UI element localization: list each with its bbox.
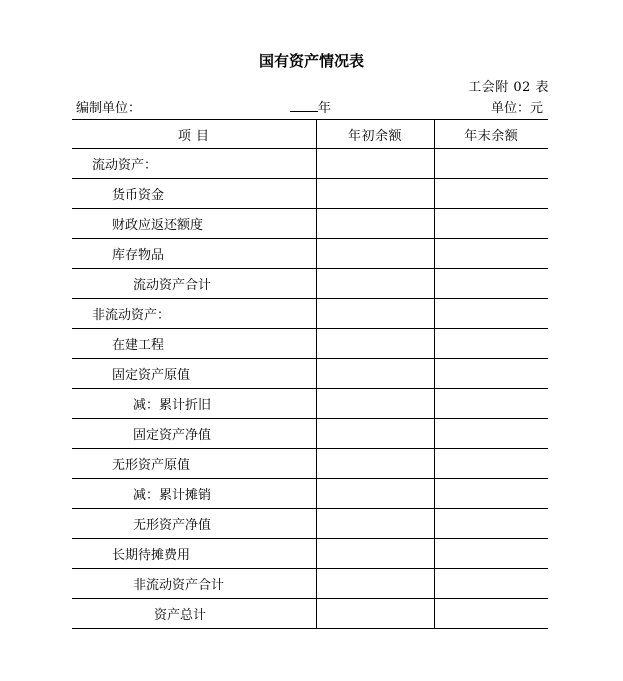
row-label: 非流动资产： xyxy=(72,299,316,329)
table-header-row xyxy=(72,120,548,149)
table-row xyxy=(72,449,548,479)
table-row xyxy=(72,419,548,449)
closing-balance-cell[interactable] xyxy=(434,509,548,539)
closing-balance-cell[interactable] xyxy=(434,479,548,509)
closing-balance-cell[interactable] xyxy=(434,299,548,329)
table-row xyxy=(72,329,548,359)
closing-balance-cell[interactable] xyxy=(434,599,548,629)
closing-balance-cell[interactable] xyxy=(434,179,548,209)
opening-balance-cell[interactable] xyxy=(316,449,434,479)
opening-balance-cell[interactable] xyxy=(316,509,434,539)
row-label: 库存物品 xyxy=(72,239,316,269)
closing-balance-cell[interactable] xyxy=(434,449,548,479)
opening-balance-cell[interactable] xyxy=(316,179,434,209)
header-opening-balance: 年初余额 xyxy=(316,120,434,149)
closing-balance-cell[interactable] xyxy=(434,569,548,599)
document-title: 国有资产情况表 xyxy=(258,52,364,70)
header-item: 项 目 xyxy=(72,120,316,149)
asset-table xyxy=(72,119,548,629)
opening-balance-cell[interactable] xyxy=(316,359,434,389)
row-label: 固定资产净值 xyxy=(72,419,316,449)
row-label: 财政应返还额度 xyxy=(72,209,316,239)
opening-balance-cell[interactable] xyxy=(316,419,434,449)
currency-unit: 单位：元 xyxy=(490,101,543,116)
row-label: 流动资产合计 xyxy=(72,269,316,299)
opening-balance-cell[interactable] xyxy=(316,329,434,359)
closing-balance-cell[interactable] xyxy=(434,329,548,359)
opening-balance-cell[interactable] xyxy=(316,539,434,569)
opening-balance-cell[interactable] xyxy=(316,479,434,509)
table-row xyxy=(72,239,548,269)
table-row xyxy=(72,299,548,329)
table-row xyxy=(72,509,548,539)
row-label: 货币资金 xyxy=(72,179,316,209)
opening-balance-cell[interactable] xyxy=(316,239,434,269)
header-closing-balance: 年末余额 xyxy=(434,120,548,149)
row-label: 固定资产原值 xyxy=(72,359,316,389)
compiling-unit-label: 编制单位： xyxy=(76,101,142,116)
row-label: 无形资产净值 xyxy=(72,509,316,539)
table-row xyxy=(72,179,548,209)
opening-balance-cell[interactable] xyxy=(316,299,434,329)
row-label: 非流动资产合计 xyxy=(72,569,316,599)
table-row xyxy=(72,569,548,599)
year-suffix: 年 xyxy=(318,101,332,116)
report-header-line xyxy=(76,97,547,115)
table-row xyxy=(72,539,548,569)
closing-balance-cell[interactable] xyxy=(434,149,548,179)
opening-balance-cell[interactable] xyxy=(316,599,434,629)
opening-balance-cell[interactable] xyxy=(316,209,434,239)
form-number: 工会附 02 表 xyxy=(468,80,549,95)
closing-balance-cell[interactable] xyxy=(434,359,548,389)
table-row xyxy=(72,359,548,389)
closing-balance-cell[interactable] xyxy=(434,239,548,269)
closing-balance-cell[interactable] xyxy=(434,389,548,419)
table-row xyxy=(72,479,548,509)
row-label: 减：累计摊销 xyxy=(72,479,316,509)
row-label: 资产总计 xyxy=(72,599,316,629)
closing-balance-cell[interactable] xyxy=(434,209,548,239)
closing-balance-cell[interactable] xyxy=(434,539,548,569)
opening-balance-cell[interactable] xyxy=(316,389,434,419)
table-row xyxy=(72,209,548,239)
table-row xyxy=(72,389,548,419)
table-body xyxy=(72,149,548,629)
row-label: 长期待摊费用 xyxy=(72,539,316,569)
closing-balance-cell[interactable] xyxy=(434,419,548,449)
opening-balance-cell[interactable] xyxy=(316,569,434,599)
table-row xyxy=(72,599,548,629)
year-field xyxy=(290,97,331,116)
closing-balance-cell[interactable] xyxy=(434,269,548,299)
opening-balance-cell[interactable] xyxy=(316,269,434,299)
row-label: 在建工程 xyxy=(72,329,316,359)
year-blank xyxy=(290,100,318,112)
row-label: 无形资产原值 xyxy=(72,449,316,479)
row-label: 减：累计折旧 xyxy=(72,389,316,419)
opening-balance-cell[interactable] xyxy=(316,149,434,179)
table-row xyxy=(72,149,548,179)
table-row xyxy=(72,269,548,299)
row-label: 流动资产： xyxy=(72,149,316,179)
